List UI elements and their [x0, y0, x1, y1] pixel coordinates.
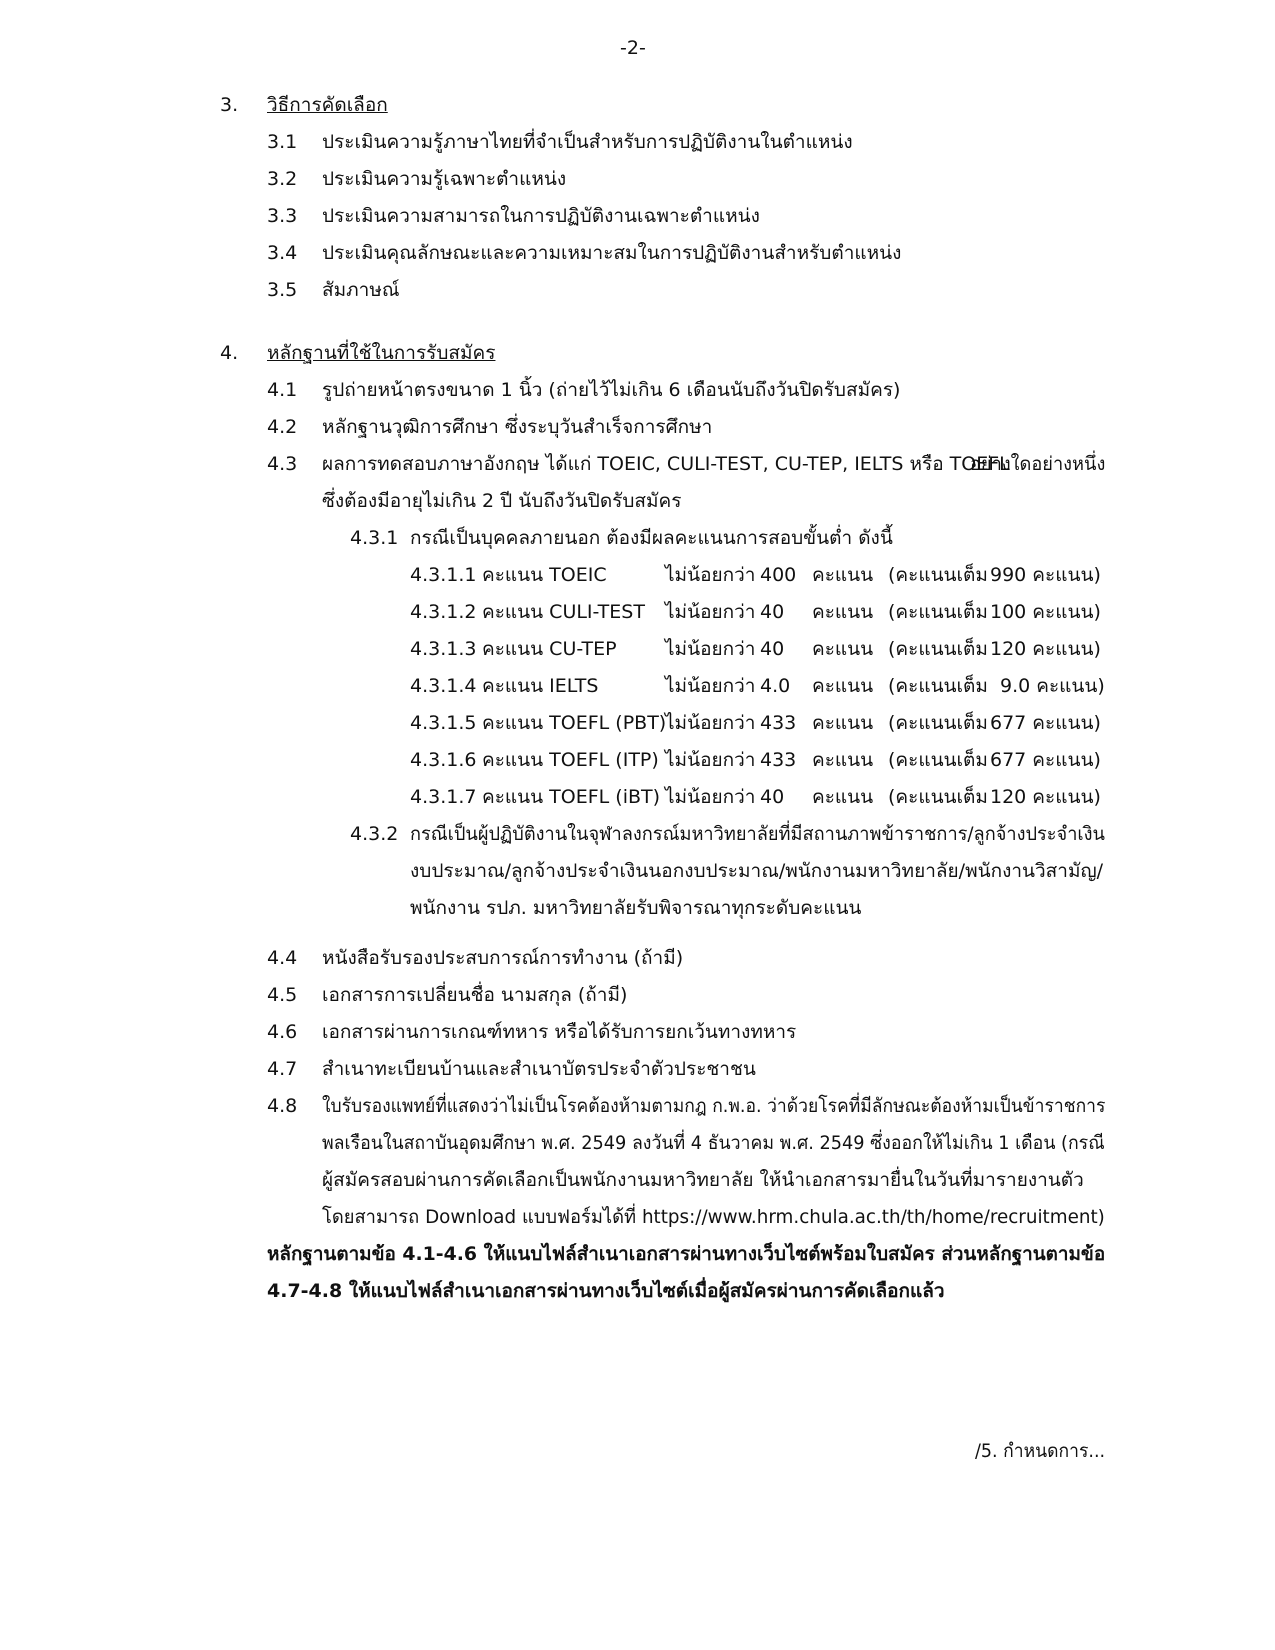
- item-4-7-text: สำเนาทะเบียนบ้านและสำเนาบัตรประจำตัวประชาชน: [322, 1058, 756, 1080]
- item-4-7-number: 4.7: [267, 1058, 298, 1080]
- score-row-full: 9.0 คะแนน): [1000, 675, 1105, 697]
- item-4-3-1-text: กรณีเป็นบุคคลภายนอก ต้องมีผลคะแนนการสอบขั้นต่ำ ดังนี้: [410, 527, 893, 549]
- item-4-6-number: 4.6: [267, 1021, 298, 1043]
- score-row-unit: คะแนน: [812, 638, 874, 660]
- score-row-full: 120 คะแนน): [990, 638, 1101, 660]
- score-row-full: 100 คะแนน): [990, 601, 1101, 623]
- item-3-4-number: 3.4: [267, 242, 298, 264]
- item-3-5-number: 3.5: [267, 279, 298, 301]
- item-4-3-1-number: 4.3.1: [350, 527, 399, 549]
- item-3-5-text: สัมภาษณ์: [322, 279, 400, 301]
- item-4-3-text-line1-end: อย่างใดอย่างหนึ่ง: [970, 453, 1106, 475]
- item-3-2-number: 3.2: [267, 168, 298, 190]
- score-row-min-label: ไม่น้อยกว่า: [665, 564, 756, 586]
- item-4-8-text-line4: โดยสามารถ Download แบบฟอร์มได้ที่ https://www.hrm.chula.ac.th/th/home/recruitment): [322, 1206, 1105, 1228]
- score-row-number: 4.3.1.2: [410, 601, 477, 623]
- item-4-3-2-text-line1: กรณีเป็นผู้ปฏิบัติงานในจุฬาลงกรณ์มหาวิทยาลัยที่มีสถานภาพข้าราชการ/ลูกจ้างประจำเงิน: [410, 823, 1105, 845]
- section-4-number: 4.: [220, 342, 239, 364]
- item-4-2-number: 4.2: [267, 416, 298, 438]
- page-number: -2-: [620, 37, 646, 59]
- score-row-full: 677 คะแนน): [990, 749, 1101, 771]
- item-3-1-text: ประเมินความรู้ภาษาไทยที่จำเป็นสำหรับการปฏิบัติงานในตำแหน่ง: [322, 131, 853, 153]
- score-row-test: คะแนน TOEFL (iBT): [482, 786, 661, 808]
- score-row-min-label: ไม่น้อยกว่า: [665, 712, 756, 734]
- item-4-6-text: เอกสารผ่านการเกณฑ์ทหาร หรือได้รับการยกเว้นทางทหาร: [322, 1021, 797, 1043]
- score-row-value: 433: [760, 749, 797, 771]
- score-row-full-label: (คะแนนเต็ม: [888, 601, 988, 623]
- item-4-8-text-line2: พลเรือนในสถาบันอุดมศึกษา พ.ศ. 2549 ลงวันที่ 4 ธันวาคม พ.ศ. 2549 ซึ่งออกให้ไม่เกิน 1 เดือน (กรณี: [322, 1132, 1105, 1154]
- item-4-5-number: 4.5: [267, 984, 298, 1006]
- score-row-full: 990 คะแนน): [990, 564, 1101, 586]
- score-row-min-label: ไม่น้อยกว่า: [665, 675, 756, 697]
- score-row-number: 4.3.1.4: [410, 675, 477, 697]
- score-row-test: คะแนน IELTS: [482, 675, 599, 697]
- score-row-number: 4.3.1.7: [410, 786, 477, 808]
- score-row-value: 40: [760, 786, 785, 808]
- item-4-8-text-line1: ใบรับรองแพทย์ที่แสดงว่าไม่เป็นโรคต้องห้ามตามกฎ ก.พ.อ. ว่าด้วยโรคที่มีลักษณะต้องห้ามเป็นข้าราชการ: [322, 1095, 1106, 1117]
- item-4-8-text-line3: ผู้สมัครสอบผ่านการคัดเลือกเป็นพนักงานมหาวิทยาลัย ให้นำเอกสารมายื่นในวันที่มารายงานตัว: [322, 1169, 1084, 1191]
- score-row-test: คะแนน TOEFL (PBT): [482, 712, 667, 734]
- item-4-5-text: เอกสารการเปลี่ยนชื่อ นามสกุล (ถ้ามี): [322, 984, 628, 1006]
- item-4-1-number: 4.1: [267, 379, 298, 401]
- score-row-number: 4.3.1.5: [410, 712, 477, 734]
- score-row-value: 4.0: [760, 675, 791, 697]
- score-row-min-label: ไม่น้อยกว่า: [665, 749, 756, 771]
- score-row-value: 400: [760, 564, 797, 586]
- score-row-full-label: (คะแนนเต็ม: [888, 638, 988, 660]
- score-row-min-label: ไม่น้อยกว่า: [665, 601, 756, 623]
- score-row-full-label: (คะแนนเต็ม: [888, 749, 988, 771]
- score-row-test: คะแนน CU-TEP: [482, 638, 617, 660]
- score-row-unit: คะแนน: [812, 786, 874, 808]
- score-row-value: 433: [760, 712, 797, 734]
- item-4-3-2-number: 4.3.2: [350, 823, 399, 845]
- score-row-unit: คะแนน: [812, 675, 874, 697]
- score-row-test: คะแนน TOEFL (ITP): [482, 749, 659, 771]
- score-row-number: 4.3.1.1: [410, 564, 477, 586]
- item-3-4-text: ประเมินคุณลักษณะและความเหมาะสมในการปฏิบัติงานสำหรับตำแหน่ง: [322, 242, 902, 264]
- item-4-2-text: หลักฐานวุฒิการศึกษา ซึ่งระบุวันสำเร็จการศึกษา: [322, 416, 713, 438]
- score-row-unit: คะแนน: [812, 749, 874, 771]
- score-row-full: 677 คะแนน): [990, 712, 1101, 734]
- score-row-min-label: ไม่น้อยกว่า: [665, 638, 756, 660]
- score-row-full: 120 คะแนน): [990, 786, 1101, 808]
- score-row-number: 4.3.1.3: [410, 638, 477, 660]
- score-row-unit: คะแนน: [812, 712, 874, 734]
- item-3-2-text: ประเมินความรู้เฉพาะตำแหน่ง: [322, 168, 567, 190]
- item-4-3-2-text-line3: พนักงาน รปภ. มหาวิทยาลัยรับพิจารณาทุกระดับคะแนน: [410, 897, 862, 919]
- score-row-value: 40: [760, 638, 785, 660]
- score-row-test: คะแนน TOEIC: [482, 564, 607, 586]
- continuation-marker: /5. กำหนดการ...: [975, 1440, 1106, 1462]
- item-4-8-number: 4.8: [267, 1095, 298, 1117]
- item-4-3-2-text-line2: งบประมาณ/ลูกจ้างประจำเงินนอกงบประมาณ/พนักงานมหาวิทยาลัย/พนักงานวิสามัญ/: [410, 860, 1104, 882]
- score-row-full-label: (คะแนนเต็ม: [888, 675, 988, 697]
- item-4-4-number: 4.4: [267, 947, 298, 969]
- section-4-heading: หลักฐานที่ใช้ในการรับสมัคร: [267, 342, 496, 364]
- score-row-test: คะแนน CULI-TEST: [482, 601, 645, 623]
- score-row-unit: คะแนน: [812, 564, 874, 586]
- section-3-heading: วิธีการคัดเลือก: [267, 94, 388, 116]
- score-row-value: 40: [760, 601, 785, 623]
- score-row-min-label: ไม่น้อยกว่า: [665, 786, 756, 808]
- score-row-number: 4.3.1.6: [410, 749, 477, 771]
- score-row-full-label: (คะแนนเต็ม: [888, 712, 988, 734]
- item-4-1-text: รูปถ่ายหน้าตรงขนาด 1 นิ้ว (ถ่ายไว้ไม่เกิน 6 เดือนนับถึงวันปิดรับสมัคร): [322, 379, 901, 401]
- attachment-note-line2: 4.7-4.8 ให้แนบไฟล์สำเนาเอกสารผ่านทางเว็บไซต์เมื่อผู้สมัครผ่านการคัดเลือกแล้ว: [267, 1280, 945, 1302]
- item-4-3-text-line1: ผลการทดสอบภาษาอังกฤษ ได้แก่ TOEIC, CULI-TEST, CU-TEP, IELTS หรือ TOEFL: [322, 453, 1010, 475]
- attachment-note-line1: หลักฐานตามข้อ 4.1-4.6 ให้แนบไฟล์สำเนาเอกสารผ่านทางเว็บไซต์พร้อมใบสมัคร ส่วนหลักฐานตามข้อ: [267, 1243, 1106, 1265]
- item-4-3-text-line2: ซึ่งต้องมีอายุไม่เกิน 2 ปี นับถึงวันปิดรับสมัคร: [322, 490, 682, 512]
- section-3-number: 3.: [220, 94, 239, 116]
- score-row-unit: คะแนน: [812, 601, 874, 623]
- item-3-3-text: ประเมินความสามารถในการปฏิบัติงานเฉพาะตำแหน่ง: [322, 205, 760, 227]
- item-4-4-text: หนังสือรับรองประสบการณ์การทำงาน (ถ้ามี): [322, 947, 684, 969]
- score-row-full-label: (คะแนนเต็ม: [888, 564, 988, 586]
- item-4-3-number: 4.3: [267, 453, 298, 475]
- item-3-3-number: 3.3: [267, 205, 298, 227]
- item-3-1-number: 3.1: [267, 131, 298, 153]
- score-row-full-label: (คะแนนเต็ม: [888, 786, 988, 808]
